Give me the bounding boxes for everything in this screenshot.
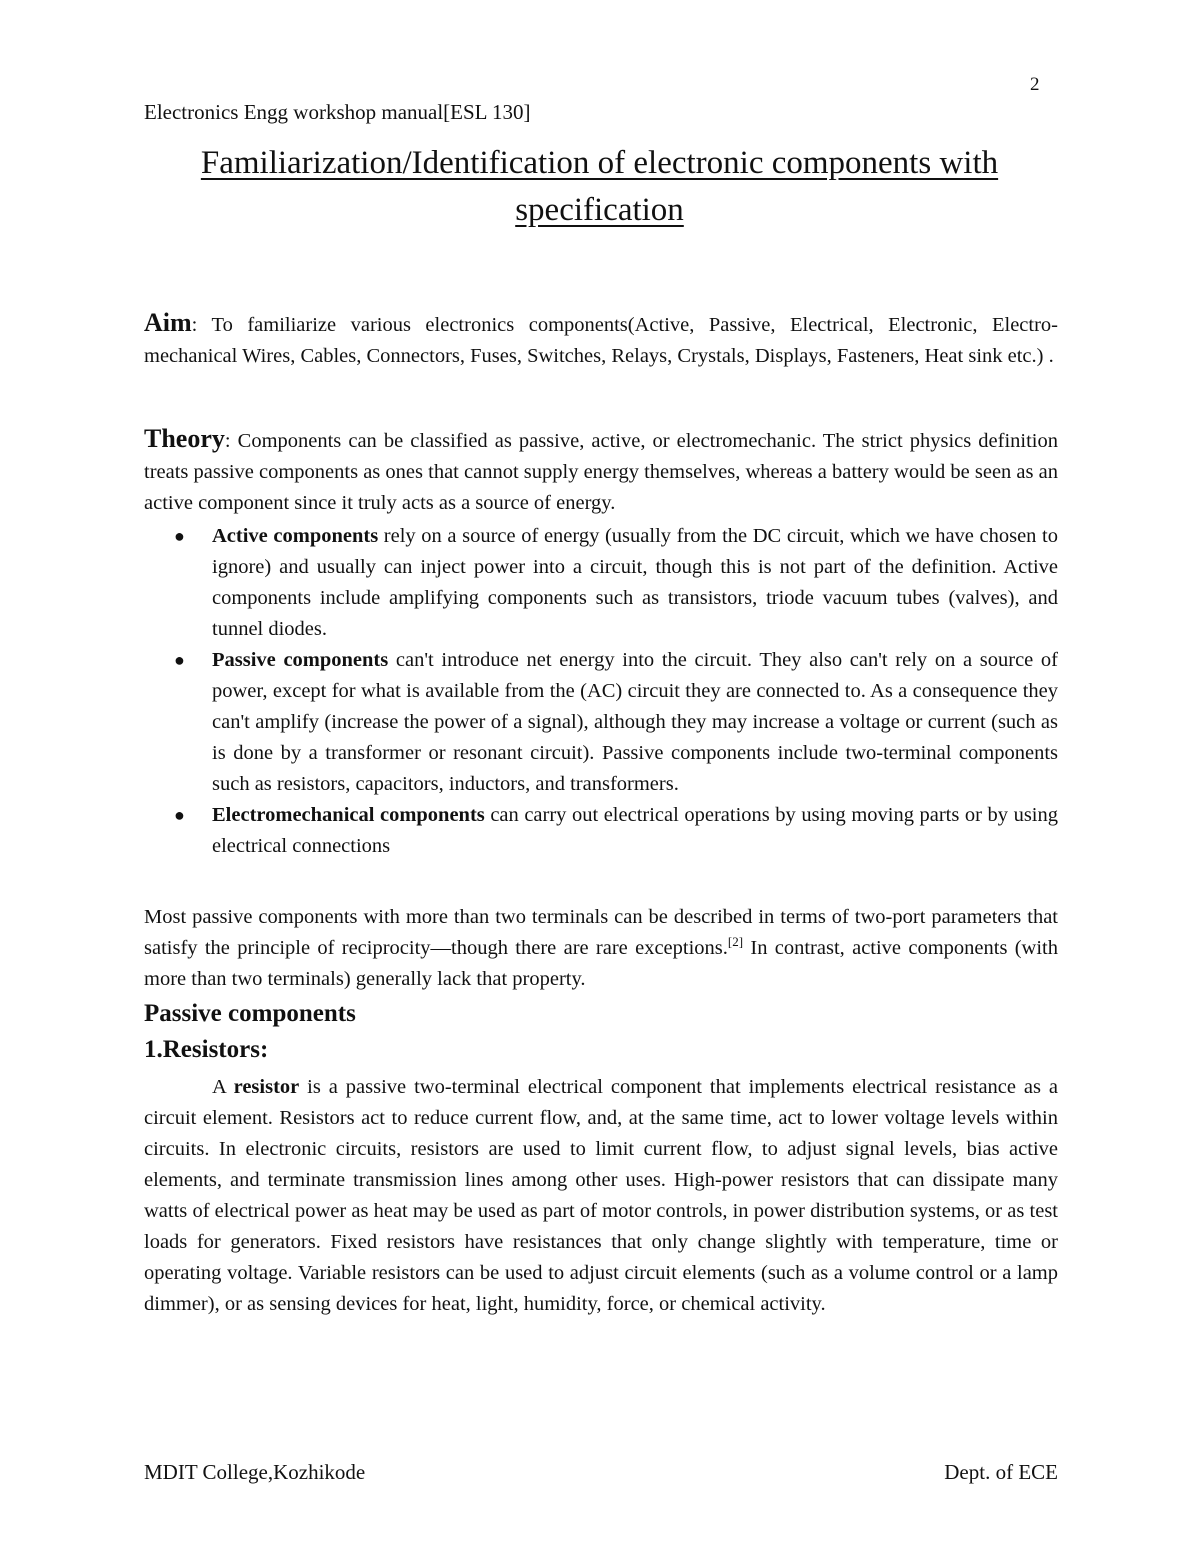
aim-paragraph bbox=[144, 307, 1058, 372]
aim-label: Aim bbox=[144, 308, 192, 337]
reciprocity-text-before: Most passive components with more than two terminals can be described in terms of two-port parameters that satisfy the principle of reciprocity—though there are rare exceptions. bbox=[144, 906, 1058, 959]
document-title: Familiarization/Identification of electronic components with specification bbox=[200, 145, 999, 228]
list-item-electromechanical bbox=[144, 800, 1058, 862]
resistor-term: resistor bbox=[233, 1076, 300, 1098]
list-term: Electromechanical components bbox=[212, 804, 485, 826]
running-header: Electronics Engg workshop manual[ESL 130] bbox=[144, 100, 531, 124]
resistor-lead: A bbox=[212, 1076, 234, 1098]
list-text: can't introduce net energy into the circuit. They also can't rely on a source of power, except for what is available from the (AC) circuit they are connected to. As a consequence they can't amplify (increase the power of a signal), although they may increase a voltage or current (such as is done by a transformer or resonant circuit). Passive components include two-terminal components such as resistors, capacitors, inductors, and transformers. bbox=[212, 649, 1059, 795]
citation-link[interactable]: [2] bbox=[727, 934, 744, 950]
list-text: can carry out electrical operations by using moving parts or by using electrical connections bbox=[212, 804, 1058, 857]
bullet-icon: ● bbox=[174, 805, 185, 825]
bullet-icon: ● bbox=[174, 526, 185, 546]
theory-text: : Components can be classified as passive, active, or electromechanic. The strict physics definition treats passive components as ones that cannot supply energy themselves, whereas a battery would be seen as an active component since it truly acts as a source of energy. bbox=[144, 430, 1058, 514]
footer-college: MDIT College,Kozhikode bbox=[144, 1460, 366, 1484]
list-term: Active components bbox=[212, 525, 379, 547]
reciprocity-text-after: In contrast, active components (with more than two terminals) generally lack that property. bbox=[144, 937, 1059, 990]
list-term: Passive components bbox=[212, 649, 389, 671]
footer-department: Dept. of ECE bbox=[944, 1460, 1058, 1484]
list-text: rely on a source of energy (usually from the DC circuit, which we have chosen to ignore) and usually can inject power into a circuit, though this is not part of the definition. Active components include amplifying components such as transistors, triode vacuum tubes (valves), and tunnel diodes. bbox=[212, 525, 1058, 640]
page-number: 2 bbox=[1030, 74, 1040, 95]
resistor-paragraph bbox=[144, 1072, 1058, 1320]
reciprocity-paragraph bbox=[144, 902, 1058, 995]
theory-paragraph bbox=[144, 423, 1058, 519]
component-types-list bbox=[144, 521, 1058, 862]
resistor-text: is a passive two-terminal electrical component that implements electrical resistance as a circuit element. Resistors act to reduce current flow, and, at the same time, act to lower voltage levels within circuits. In electronic circuits, resistors are used to limit current flow, to adjust signal levels, bias active elements, and terminate transmission lines among other uses. High-power resistors that can dissipate many watts of electrical power as heat may be used as part of motor controls, in power distribution systems, or as test loads for generators. Fixed resistors have resistances that only change slightly with temperature, time or operating voltage. Variable resistors can be used to adjust circuit elements (such as a volume control or a lamp dimmer), or as sensing devices for heat, light, humidity, force, or chemical activity. bbox=[144, 1076, 1059, 1315]
theory-label: Theory bbox=[144, 424, 225, 453]
list-item-passive bbox=[144, 645, 1058, 800]
list-item-active bbox=[144, 521, 1058, 645]
bullet-icon: ● bbox=[174, 650, 185, 670]
resistors-heading: 1.Resistors: bbox=[144, 1036, 269, 1063]
passive-components-heading: Passive components bbox=[144, 1000, 356, 1027]
aim-text: : To familiarize various electronics components(Active, Passive, Electrical, Electronic, Electro-mechanical Wires, Cables, Connectors, Fuses, Switches, Relays, Crystals, Displays, Fasteners, Heat sink etc.) . bbox=[144, 314, 1058, 367]
